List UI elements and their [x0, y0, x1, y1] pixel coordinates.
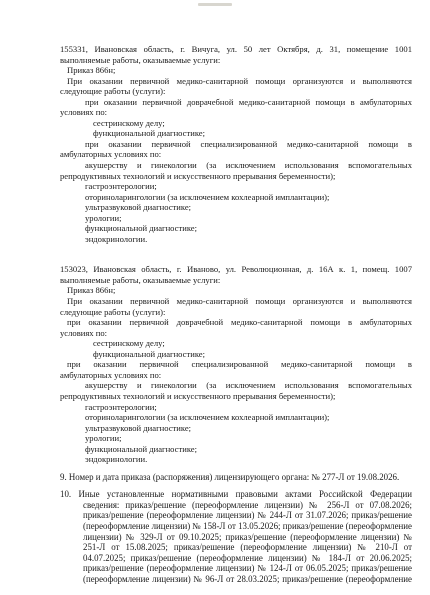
specialized-care-line: при оказании первичной специализированной медико-санитарной помощи в — [85, 138, 412, 149]
specialized-care-line: при оказании первичной специализированной медико-санитарной помощи в — [67, 359, 412, 370]
item-10-line: приказ/решение (переоформление лицензии) № 244-Л от 31.07.2026; приказ/решение — [83, 510, 412, 521]
works-label: выполняемые работы, оказываемые услуги: — [60, 274, 221, 285]
service-functional-diagnostics: функциональной диагностике; — [93, 128, 206, 139]
service-obstetrics-cont: репродуктивных технологий и искусственного прерывания беременности); — [60, 170, 336, 181]
service-gastroenterology: гастроэнтерологии; — [85, 401, 157, 412]
predoctor-care-line: при оказании первичной доврачебной медико-санитарной помощи в амбулаторных — [85, 96, 412, 107]
service-obstetrics: акушерству и гинекологии (за исключением использования вспомогательных — [85, 380, 412, 391]
item-10-line: лицензии) № 329-Л от 09.10.2025; приказ/решение (переоформление лицензии) № — [83, 531, 412, 542]
service-urology: урологии; — [85, 433, 122, 444]
service-nursing: сестринскому делу; — [93, 338, 165, 349]
item-10-line: 04.07.2025; приказ/решение (переоформление лицензии) № 184-Л от 20.06.2025; — [83, 552, 412, 563]
service-endocrinology: эндокринологии. — [85, 454, 148, 465]
works-label: выполняемые работы, оказываемые услуги: — [60, 54, 221, 65]
document-body — [60, 44, 412, 584]
primary-care-line: При оказании первичной медико-санитарной помощи организуются и выполняются — [67, 75, 412, 86]
service-gastroenterology: гастроэнтерологии; — [85, 181, 157, 192]
service-functional-diagnostics-2: функциональной диагностике; — [85, 223, 198, 234]
service-obstetrics-cont: репродуктивных технологий и искусственного прерывания беременности); — [60, 390, 336, 401]
service-functional-diagnostics: функциональной диагностике; — [93, 348, 206, 359]
item-10-other-info — [60, 489, 412, 584]
predoctor-care-line-cont: условиях по: — [60, 327, 108, 338]
predoctor-care-line-cont: условиях по: — [60, 107, 108, 118]
service-ultrasound: ультразвуковой диагностике; — [85, 202, 192, 213]
top-scan-mark — [198, 2, 232, 7]
item-10-line: 10. Иные установленные нормативными правовыми актами Российской Федерации — [60, 489, 412, 500]
service-nursing: сестринскому делу; — [93, 117, 165, 128]
primary-care-line: При оказании первичной медико-санитарной помощи организуются и выполняются — [67, 296, 412, 307]
specialized-care-line-cont: амбулаторных условиях по: — [60, 369, 162, 380]
address-line: 155331, Ивановская область, г. Вичуга, ул. 50 лет Октября, д. 31, помещение 1001 — [60, 44, 412, 54]
service-urology: урологии; — [85, 212, 122, 223]
item-10-line: (переоформление лицензии) № 158-Л от 13.05.2026; приказ/решение (переоформление — [83, 520, 412, 531]
service-obstetrics: акушерству и гинекологии (за исключением использования вспомогательных — [85, 160, 412, 171]
predoctor-care-line: при оказании первичной доврачебной медико-санитарной помощи в амбулаторных — [67, 317, 412, 328]
service-otorhinolaryngology: оториноларингологии (за исключением кохлеарной имплантации); — [85, 412, 330, 423]
primary-care-line-cont: следующие работы (услуги): — [60, 86, 166, 97]
service-functional-diagnostics-2: функциональной диагностике; — [85, 443, 198, 454]
address-line: 153023, Ивановская область, г. Иваново, ул. Революционная, д. 16А к. 1, помещ. 1007 — [60, 264, 412, 275]
address-block-vichuga — [60, 44, 412, 244]
item-10-line: (переоформление лицензии) № 96-Л от 28.03.2025; приказ/решение (переоформление — [83, 573, 412, 584]
specialized-care-line-cont: амбулаторных условиях по: — [60, 149, 162, 160]
item-9-order-number: 9. Номер и дата приказа (распоряжения) лицензирующего органа: № 277-Л от 19.08.2026. — [60, 471, 400, 482]
service-ultrasound: ультразвуковой диагностике; — [85, 422, 192, 433]
order-line: Приказ 866н; — [67, 65, 116, 76]
item-10-line: 251-Л от 15.08.2025; приказ/решение (переоформление лицензии) № 210-Л от — [83, 542, 412, 553]
item-10-line: сведения: приказ/решение (переоформление лицензии) № 256-Л от 07.08.2026; — [83, 499, 412, 510]
item-10-line: приказ/решение (переоформление лицензии) № 124-Л от 06.05.2025; приказ/решение — [83, 563, 412, 574]
primary-care-line-cont: следующие работы (услуги): — [60, 306, 166, 317]
service-otorhinolaryngology: оториноларингологии (за исключением кохлеарной имплантации); — [85, 191, 330, 202]
order-line: Приказ 866н; — [67, 285, 116, 296]
service-endocrinology: эндокринологии. — [85, 233, 148, 244]
address-block-ivanovo — [60, 264, 412, 464]
